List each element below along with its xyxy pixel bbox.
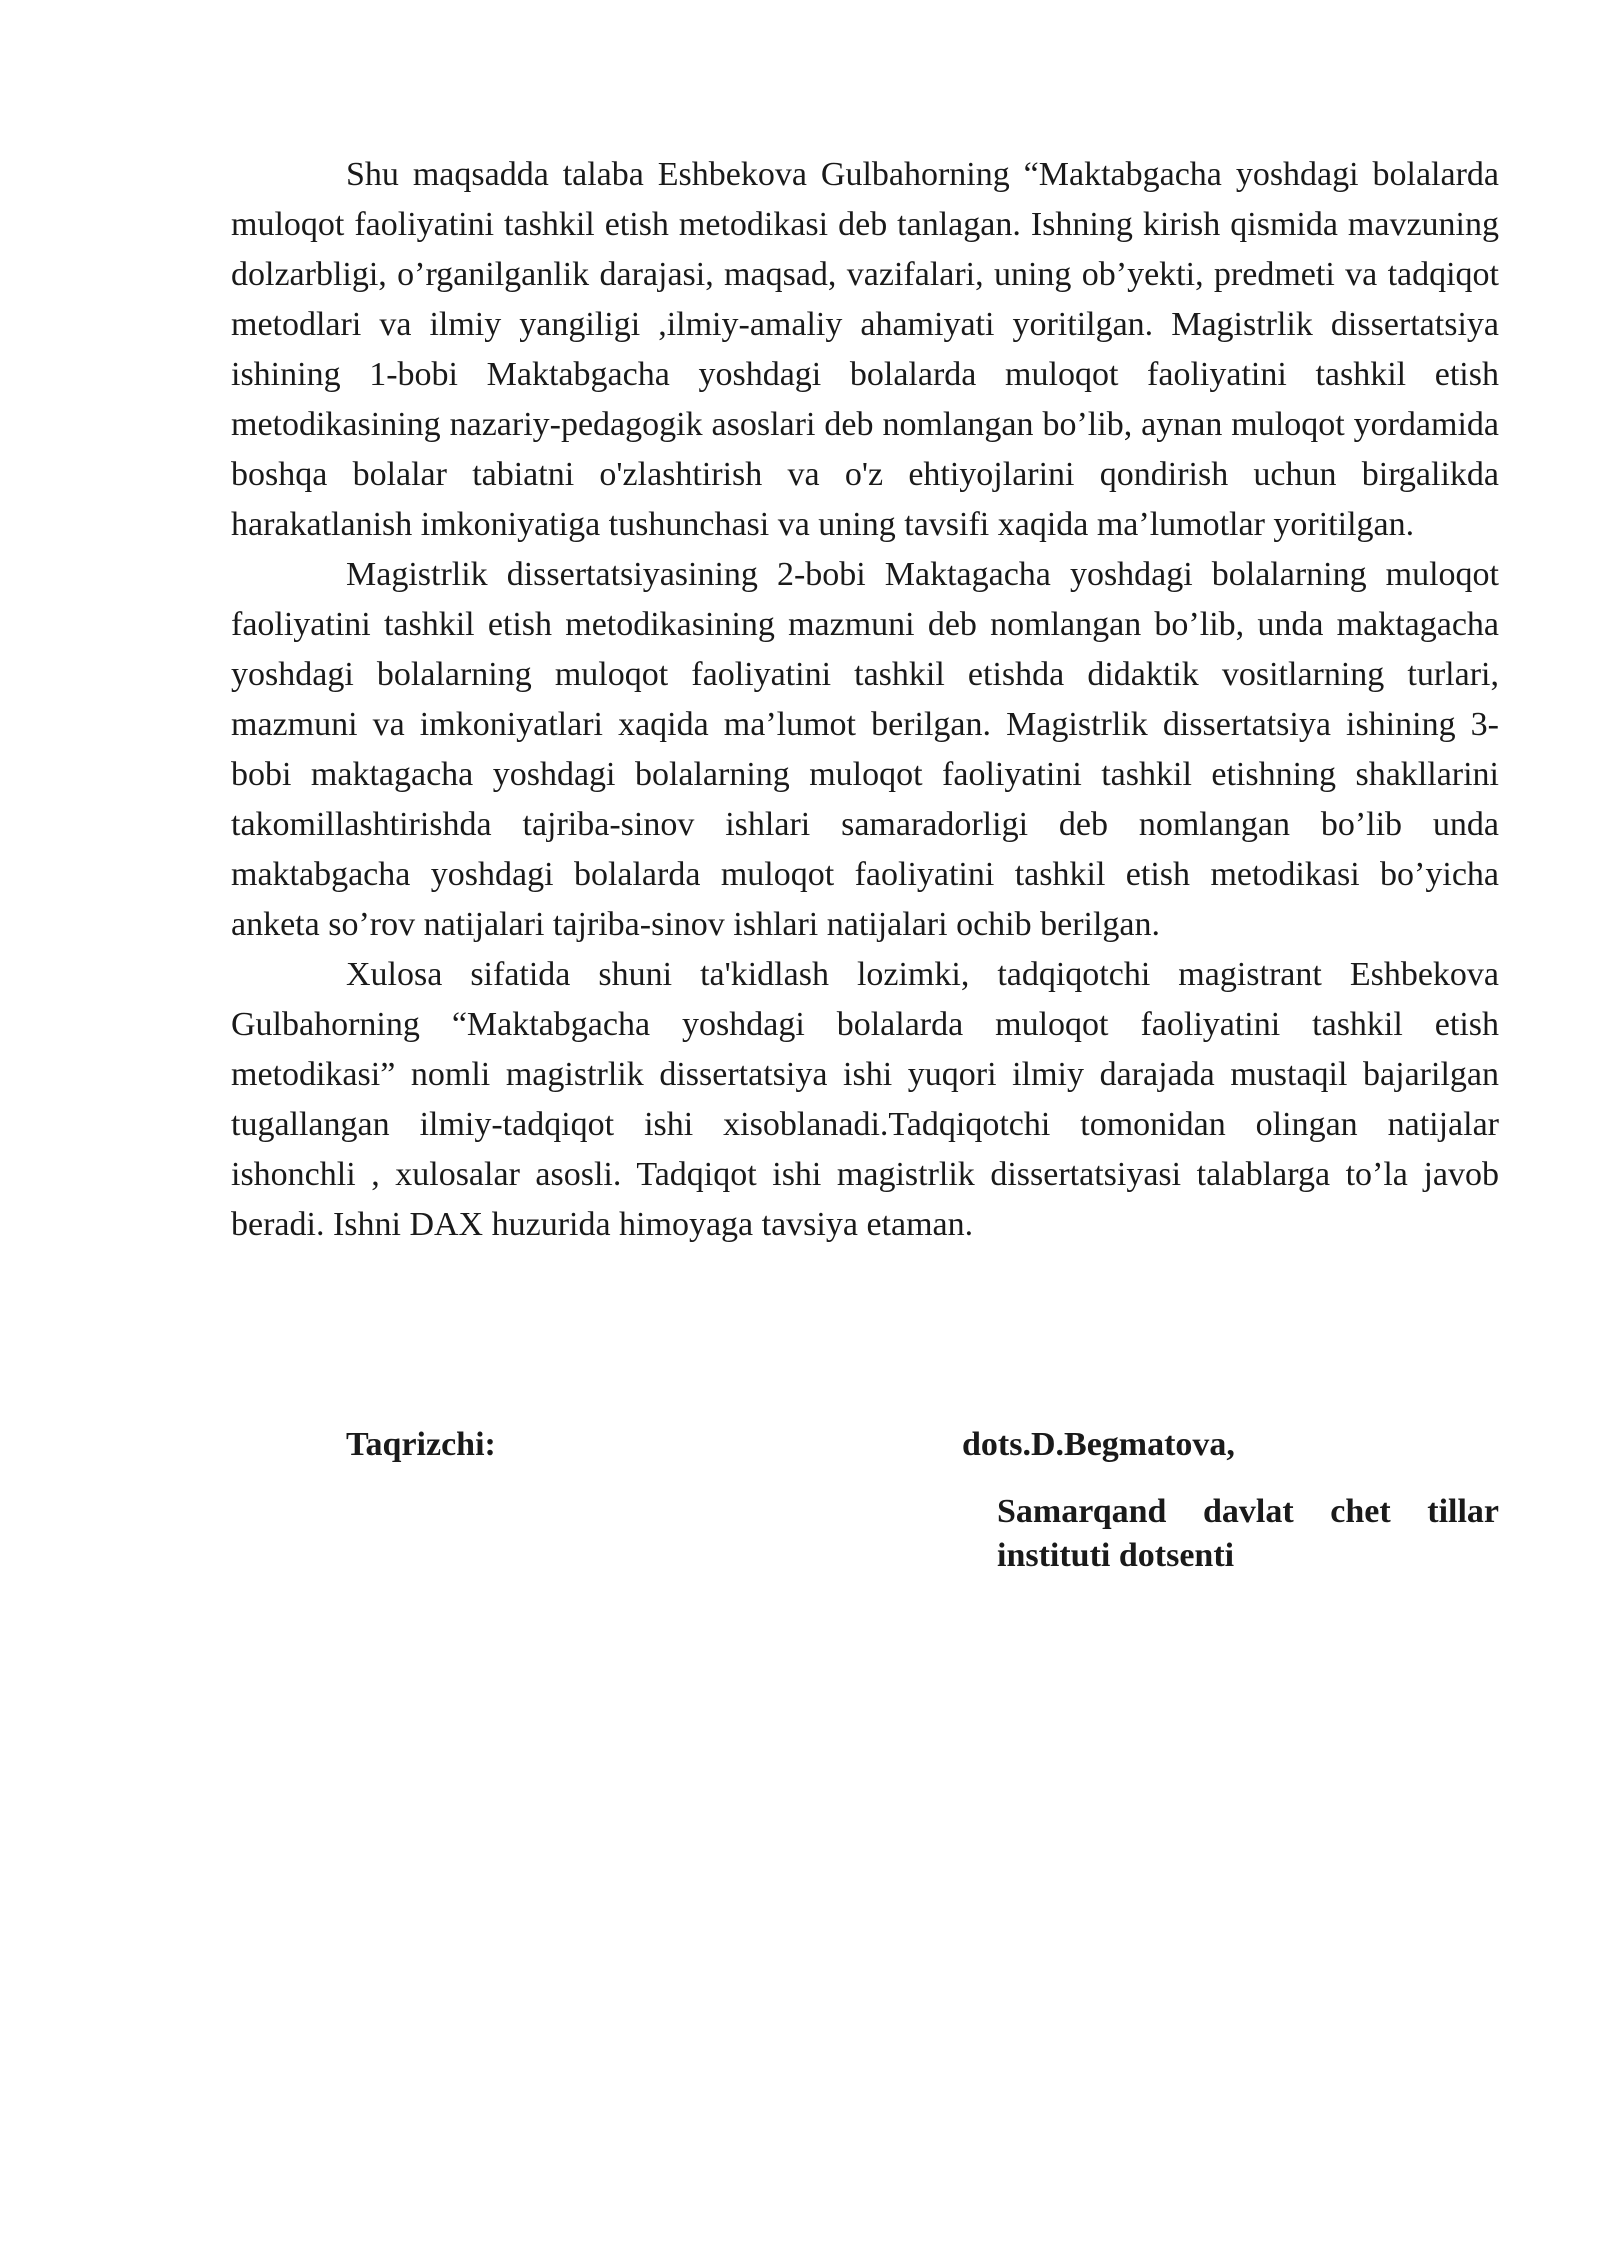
paragraph-conclusion: Xulosa sifatida shuni ta'kidlash lozimki, tadqiqotchi magistrant Eshbekova Gulbahorning “Maktabgacha yoshdagi bolalarda muloqot faoliyatini tashkil etish metodikasi” nomli magistrlik dissertatsiya ishi yuqori ilmiy darajada mustaqil bajarilgan tugallangan ilmiy-tadqiqot ishi xisoblanadi.Tadqiqotchi tomonidan olingan natijalar ishonchli , xulosalar asosli. Tadqiqot ishi magistrlik dissertatsiyasi talablarga to’la javob beradi. Ishni DAX huzurida himoyaga tavsiya etaman. (231, 956, 1499, 1243)
reviewer-affiliation (997, 1490, 1499, 1578)
paragraph-intro: Shu maqsadda talaba Eshbekova Gulbahorning “Maktabgacha yoshdagi bolalarda muloqot faoliyatini tashkil etish metodikasi deb tanlagan. Ishning kirish qismida mavzuning dolzarbligi, o’rganilganlik darajasi, maqsad, vazifalari, uning ob’yekti, predmeti va tadqiqot metodlari va ilmiy yangiligi ,ilmiy-amaliy ahamiyati yoritilgan. Magistrlik dissertatsiya ishining 1-bobi Maktabgacha yoshdagi bolalarda muloqot faoliyatini tashkil etish metodikasining nazariy-pedagogik asoslari deb nomlangan bo’lib, aynan muloqot yordamida boshqa bolalar tabiatni o'zlashtirish va o'z ehtiyojlarini qondirish uchun birgalikda harakatlanish imkoniyatiga tushunchasi va uning tavsifi xaqida ma’lumotlar yoritilgan. (231, 156, 1499, 543)
affiliation-line-1: Samarqand davlat chet tillar (997, 1493, 1499, 1530)
reviewer-name: dots.D.Begmatova, (962, 1426, 1235, 1463)
affiliation-line-2: instituti dotsenti (997, 1537, 1235, 1574)
reviewer-label: Taqrizchi: (346, 1426, 496, 1463)
document-body (231, 150, 1499, 1250)
paragraph-chapters: Magistrlik dissertatsiyasining 2-bobi Maktagacha yoshdagi bolalarning muloqot faoliyatini tashkil etish metodikasining mazmuni deb nomlangan bo’lib, unda maktagacha yoshdagi bolalarning muloqot faoliyatini tashkil etishda didaktik vositlarning turlari, mazmuni va imkoniyatlari xaqida ma’lumot berilgan. Magistrlik dissertatsiya ishining 3-bobi maktagacha yoshdagi bolalarning muloqot faoliyatini tashkil etishning shakllarini takomillashtirishda tajriba-sinov ishlari samaradorligi deb nomlangan bo’lib unda maktabgacha yoshdagi bolalarda muloqot faoliyatini tashkil etish metodikasi bo’yicha anketa so’rov natijalari tajriba-sinov ishlari natijalari ochib berilgan. (231, 556, 1499, 943)
